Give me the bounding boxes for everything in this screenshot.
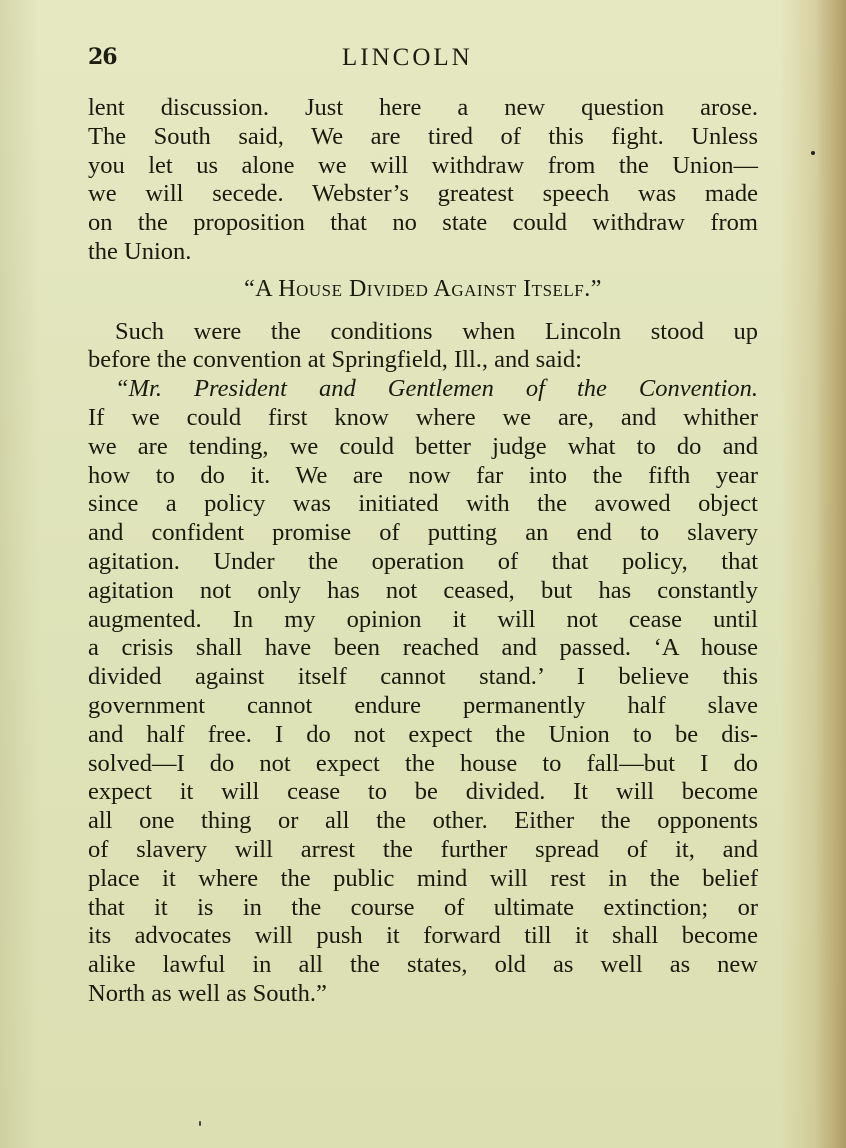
page-header <box>88 44 758 78</box>
text-line: agitation not only has not ceased, but has constantly <box>88 576 758 604</box>
text-line: solved—I do not expect the house to fall—but I do <box>88 749 758 777</box>
text-line: If we could first know where we are, and whither <box>88 403 758 431</box>
running-head: LINCOLN <box>342 44 473 71</box>
text-line: The South said, We are tired of this fight. Unless <box>88 122 758 150</box>
text-line: lent discussion. Just here a new question arose. <box>88 94 758 121</box>
quote-opening: “Mr. President and Gentlemen of the Convention. <box>115 375 758 403</box>
text-line: we will secede. Webster’s greatest speech was made <box>88 180 758 208</box>
paragraph-1 <box>88 94 758 267</box>
text-line: place it where the public mind will rest in the belief <box>88 864 758 892</box>
text-line: divided against itself cannot stand.’ I believe this <box>88 663 758 691</box>
speech-quote <box>88 375 758 1009</box>
ink-speck <box>199 1121 201 1126</box>
page-number: 26 <box>88 44 117 70</box>
text-line: agitation. Under the operation of that policy, that <box>88 547 758 575</box>
ink-speck <box>811 151 815 155</box>
text-line: we are tending, we could better judge what to do and <box>88 432 758 460</box>
text-line: North as well as South.” <box>88 979 327 1007</box>
text-line: since a policy was initiated with the avowed object <box>88 490 758 518</box>
paragraph-2 <box>88 318 758 376</box>
text-line: augmented. In my opinion it will not cease until <box>88 605 758 633</box>
text-line: and half free. I do not expect the Union to be dis- <box>88 720 758 748</box>
text-line: you let us alone we will withdraw from the Union— <box>88 151 758 179</box>
text-line: all one thing or all the other. Either the opponents <box>88 807 758 835</box>
text-line: expect it will cease to be divided. It will become <box>88 778 758 806</box>
text-line: a crisis shall have been reached and passed. ‘A house <box>88 634 758 662</box>
page-body <box>88 94 758 1009</box>
text-line: and confident promise of putting an end to slavery <box>88 519 758 547</box>
page-edge-shadow <box>816 0 846 1148</box>
text-line: government cannot endure permanently half slave <box>88 691 758 719</box>
text-line: on the proposition that no state could withdraw from <box>88 209 758 237</box>
text-line: of slavery will arrest the further spread of it, and <box>88 835 758 863</box>
text-line: before the convention at Springfield, Ill., and said: <box>88 346 582 374</box>
text-line: alike lawful in all the states, old as well as new <box>88 951 758 979</box>
text-line: its advocates will push it forward till it shall become <box>88 922 758 950</box>
text-line: Such were the conditions when Lincoln stood up <box>115 317 758 345</box>
section-heading: “A House Divided Against Itself.” <box>244 275 602 302</box>
text-line: that it is in the course of ultimate extinction; or <box>88 893 758 921</box>
text-line: how to do it. We are now far into the fifth year <box>88 461 758 489</box>
text-line: the Union. <box>88 237 192 265</box>
